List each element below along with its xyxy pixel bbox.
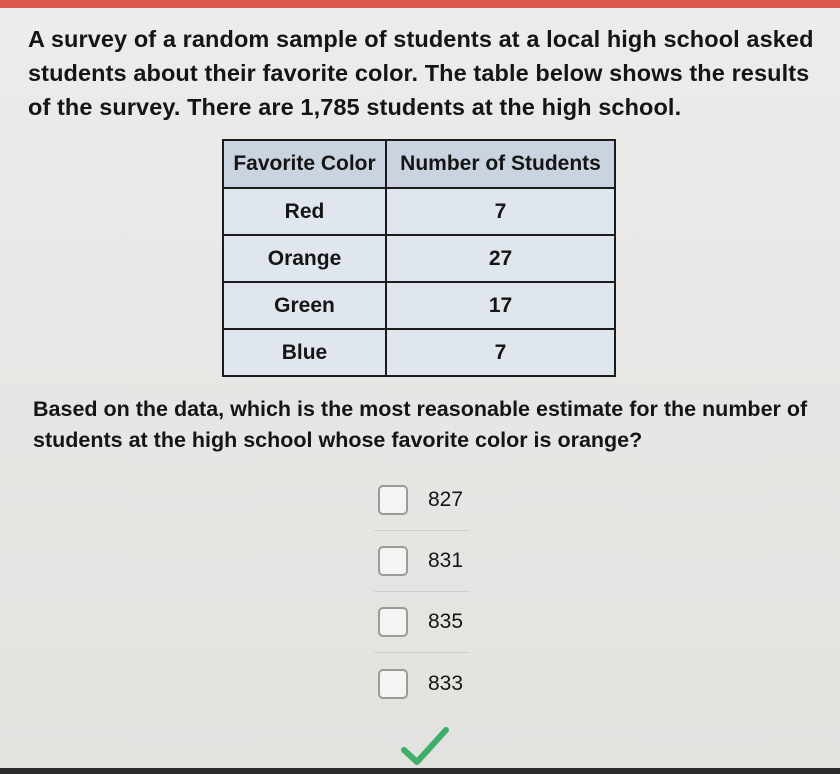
answer-options <box>374 470 470 714</box>
bottom-edge-bar <box>0 768 840 774</box>
count-cell: 27 <box>386 235 615 282</box>
question-intro: A survey of a random sample of students at a local high school asked students about their favorite color. The table below shows the results of the survey. There are 1,785 students at the high school. <box>28 26 814 120</box>
checkbox-icon[interactable] <box>378 546 408 576</box>
column-header-number-of-students: Number of Students <box>386 140 615 188</box>
table-header-row <box>223 140 615 188</box>
count-cell: 17 <box>386 282 615 329</box>
checkbox-icon[interactable] <box>378 669 408 699</box>
top-accent-bar <box>0 0 840 8</box>
answer-option-label: 827 <box>428 488 464 511</box>
answer-option[interactable] <box>374 531 470 592</box>
answer-option[interactable] <box>374 592 470 653</box>
table-row <box>223 235 615 282</box>
answer-option-label: 835 <box>428 610 464 633</box>
color-cell: Green <box>223 282 386 329</box>
table-row <box>223 188 615 235</box>
answer-option-label: 831 <box>428 549 464 572</box>
question-text: Based on the data, which is the most reasonable estimate for the number of students at the high school whose favorite color is orange? <box>33 397 808 452</box>
column-header-favorite-color: Favorite Color <box>223 140 386 188</box>
answer-option-label: 833 <box>428 671 464 695</box>
color-cell: Orange <box>223 235 386 282</box>
checkbox-icon[interactable] <box>378 607 408 637</box>
color-cell: Red <box>223 188 386 235</box>
answer-option[interactable] <box>374 470 470 531</box>
checkbox-icon[interactable] <box>378 485 408 515</box>
count-cell: 7 <box>386 188 615 235</box>
survey-results-table <box>222 139 616 377</box>
check-mark-icon[interactable] <box>398 724 452 768</box>
count-cell: 7 <box>386 329 615 376</box>
answer-option[interactable] <box>374 653 470 714</box>
table-row <box>223 329 615 376</box>
table-row <box>223 282 615 329</box>
color-cell: Blue <box>223 329 386 376</box>
